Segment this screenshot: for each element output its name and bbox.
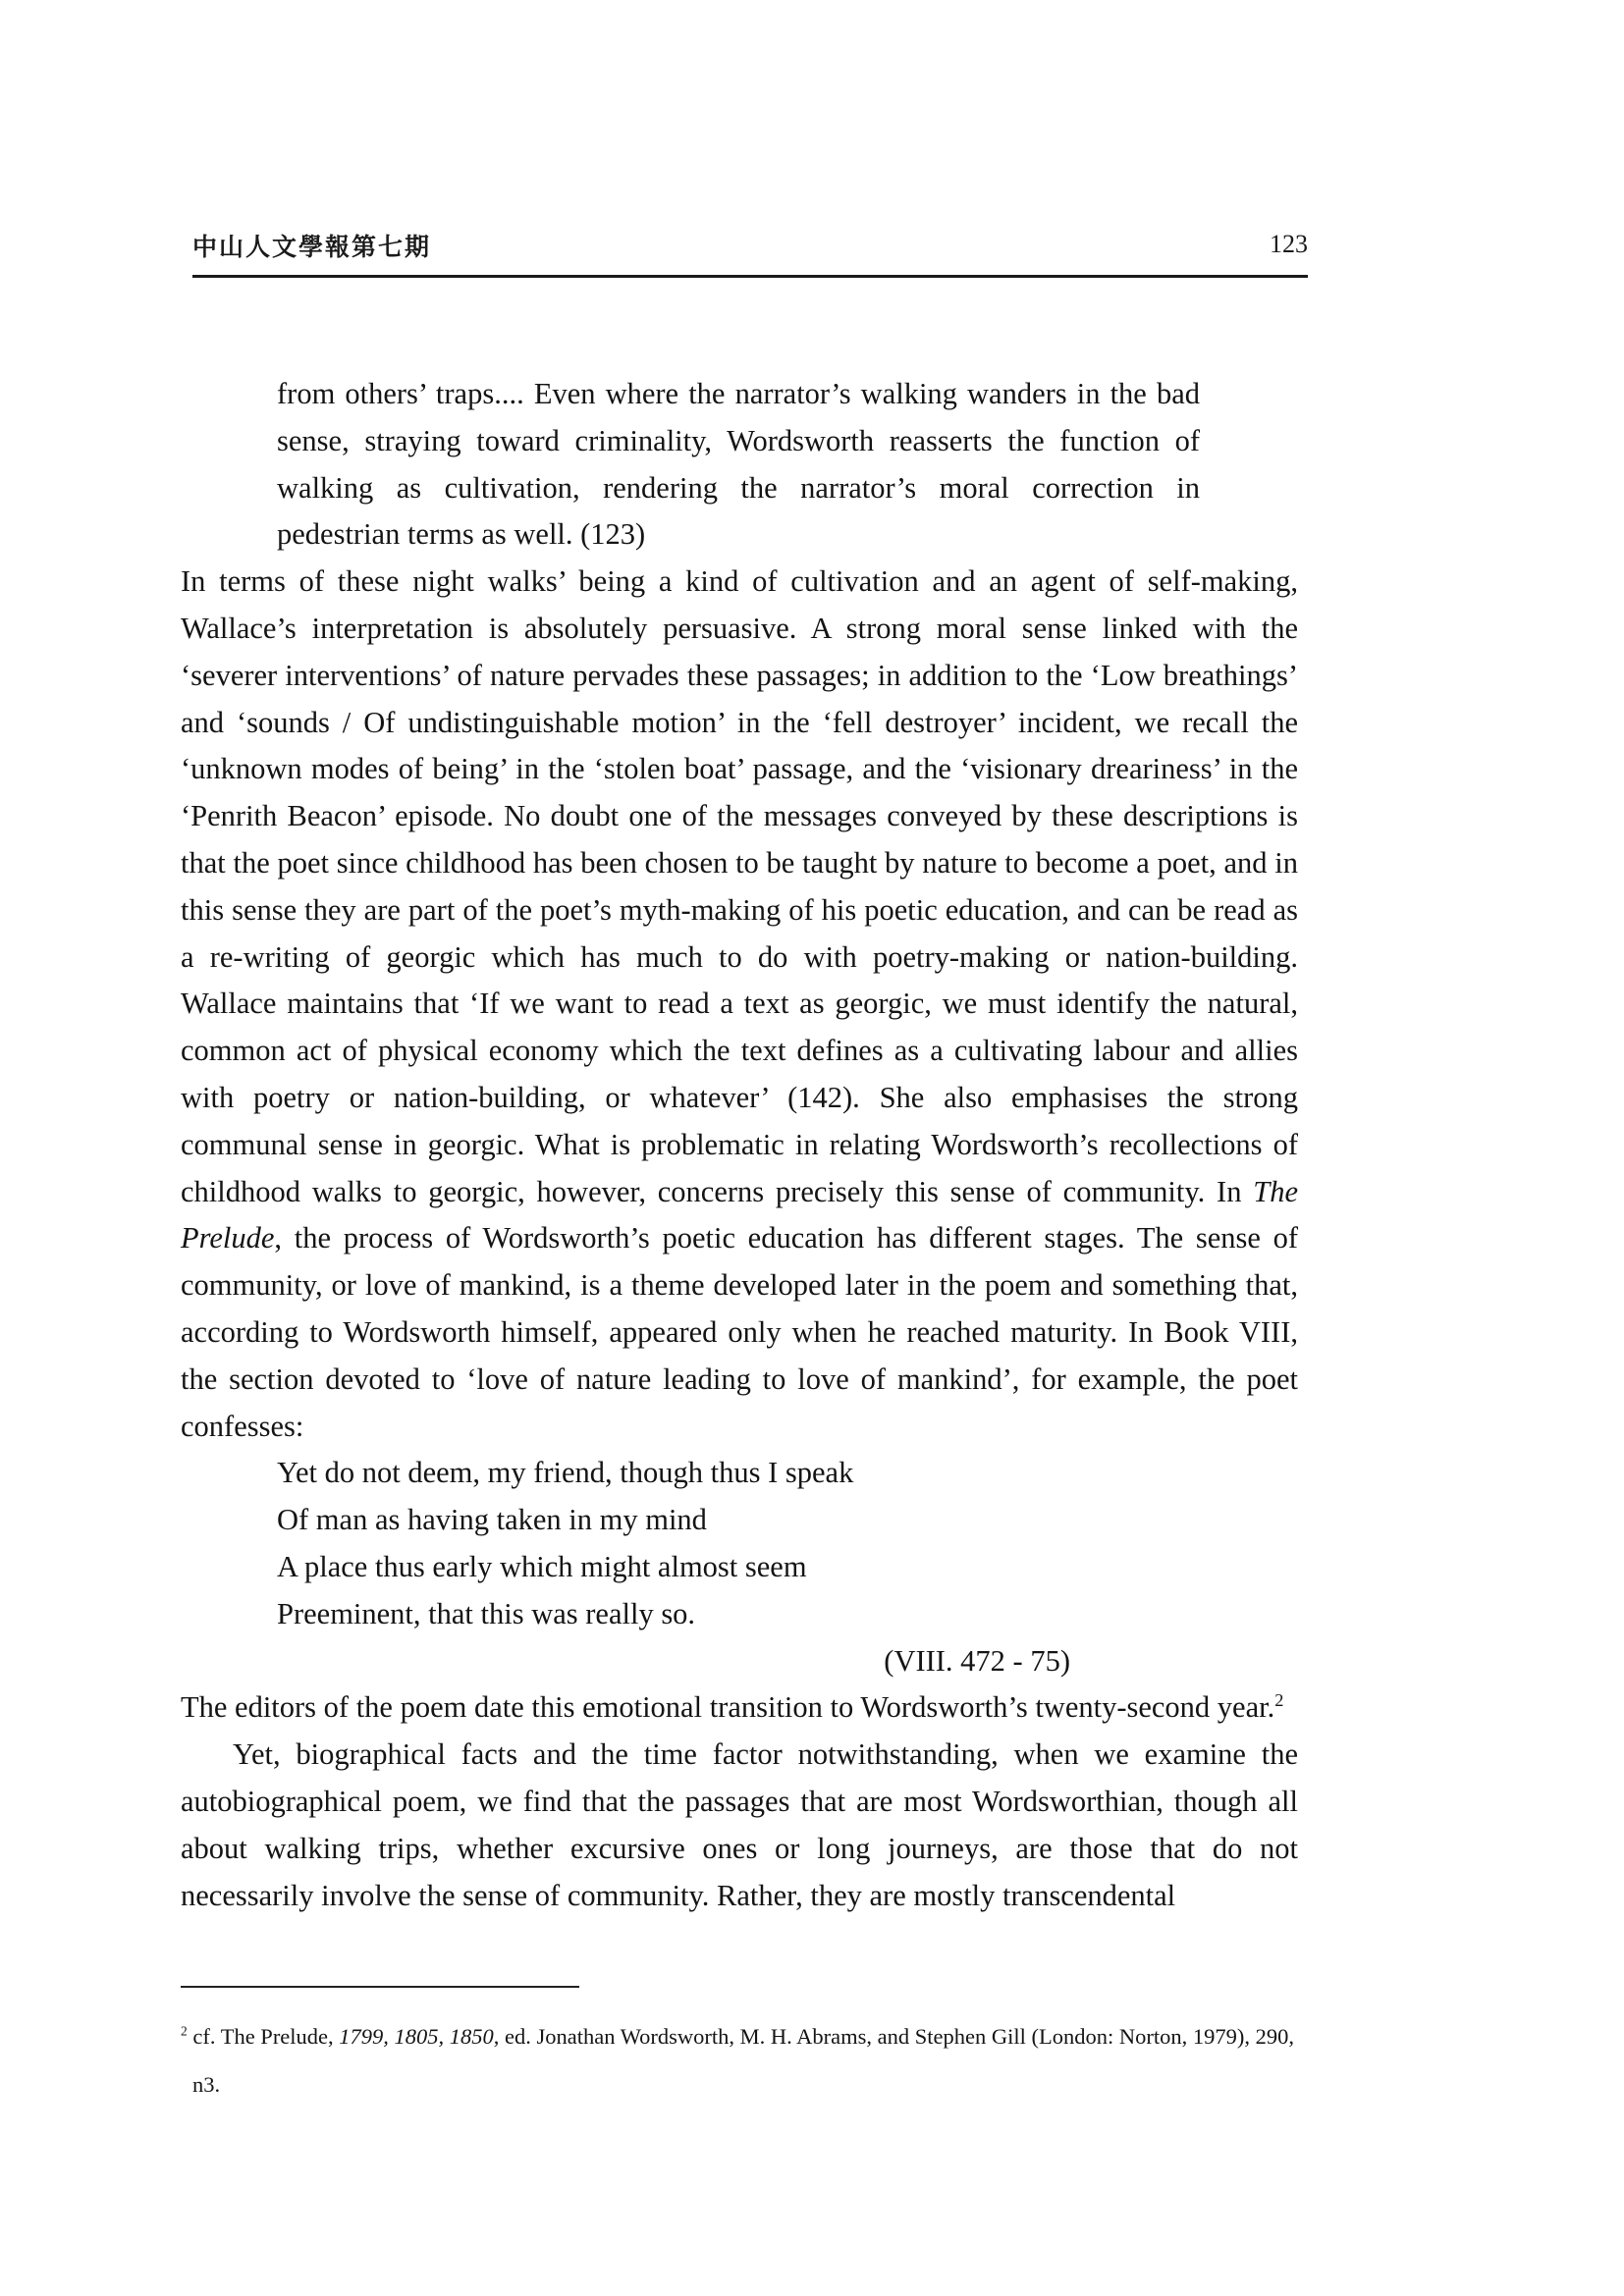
paragraph-text: The editors of the poem date this emotional transition to Wordsworth’s twenty-second year. [181,1690,1275,1725]
verse-line: Of man as having taken in my mind [277,1503,707,1537]
footnote-text: , ed. Jonathan Wordsworth, M. H. Abrams, and Stephen Gill (London: Norton, 1979), 290, [493,2024,1294,2049]
page-number: 123 [1270,230,1308,258]
paragraph-text: In terms of these night walks’ being a kind of cultivation and an agent of self-making, Wallace’s interpretation is absolutely persuasive. A strong moral sense linked with the ‘severer interventions’ of nature pervades these passages; in addition to the ‘Low breathings’ and ‘sounds / Of undistinguishable motion’ in the ‘fell destroyer’ incident, we recall the ‘unknown modes of being’ in the ‘stolen boat’ passage, and the ‘visionary dreariness’ in the ‘Penrith Beacon’ episode. No doubt one of the messages conveyed by these descriptions is that the poet since childhood has been chosen to be taught by nature to become a poet, and in this sense they are part of the poet’s myth-making of his poetic education, and can be read as a re-writing of georgic which has much to do with poetry-making or nation-building. Wallace maintains that ‘If we want to read a text as georgic, we must identify the natural, common act of physical economy which the text defines as a cultivating labour and allies with poetry or nation-building, or whatever’ (142). She also emphasises the strong communal sense in georgic. What is problematic in relating Wordsworth’s recollections of childhood walks to georgic, however, concerns precisely this sense of community. In [181,564,1298,1208]
verse-line: A place thus early which might almost seem [277,1549,807,1583]
paragraph: Yet, biographical facts and the time factor notwithstanding, when we examine the autobiographical poem, we find that the passages that are most Wordsworthian, though all about walking trips, whether excursive ones or long journeys, are those that do not necessarily involve the sense of community. Rather, they are mostly transcendental [181,1737,1298,1912]
footnote [181,2012,1296,2109]
paragraph [181,559,1298,1450]
verse-line: Preeminent, that this was really so. [277,1596,696,1630]
body-text [181,371,1298,1919]
verse-line: Yet do not deem, my friend, though thus I speak [277,1456,854,1490]
footnote-marker: 2 [181,2023,188,2039]
paragraph [181,1684,1298,1732]
italic-title: The Prelude [181,1174,1298,1255]
footnote-reference[interactable]: 2 [1274,1690,1284,1711]
footnote-continuation: n3. [192,2072,221,2097]
footnote-divider [181,1986,579,1988]
footnote-italic: 1799, 1805, 1850 [339,2024,494,2049]
journal-name: 中山人文學報第七期 [192,233,432,261]
block-quote: from others’ traps.... Even where the narrator’s walking wanders in the bad sense, straying toward criminality, Wordsworth reasserts the function of walking as cultivation, rendering the narrator’s moral correction in pedestrian terms as well. (123) [277,377,1200,552]
footnote-text: cf. The Prelude, [187,2024,340,2049]
running-header [192,226,1308,278]
verse-quote [277,1450,1298,1684]
paragraph-text: , the process of Wordsworth’s poetic education has different stages. The sense of community, or love of mankind, is a theme developed later in the poem and something that, according to Wordsworth himself, appeared only when he reached maturity. In Book VIII, the section devoted to ‘love of nature leading to love of mankind’, for example, the poet confesses: [181,1221,1298,1443]
verse-citation: (VIII. 472 - 75) [884,1643,1070,1678]
